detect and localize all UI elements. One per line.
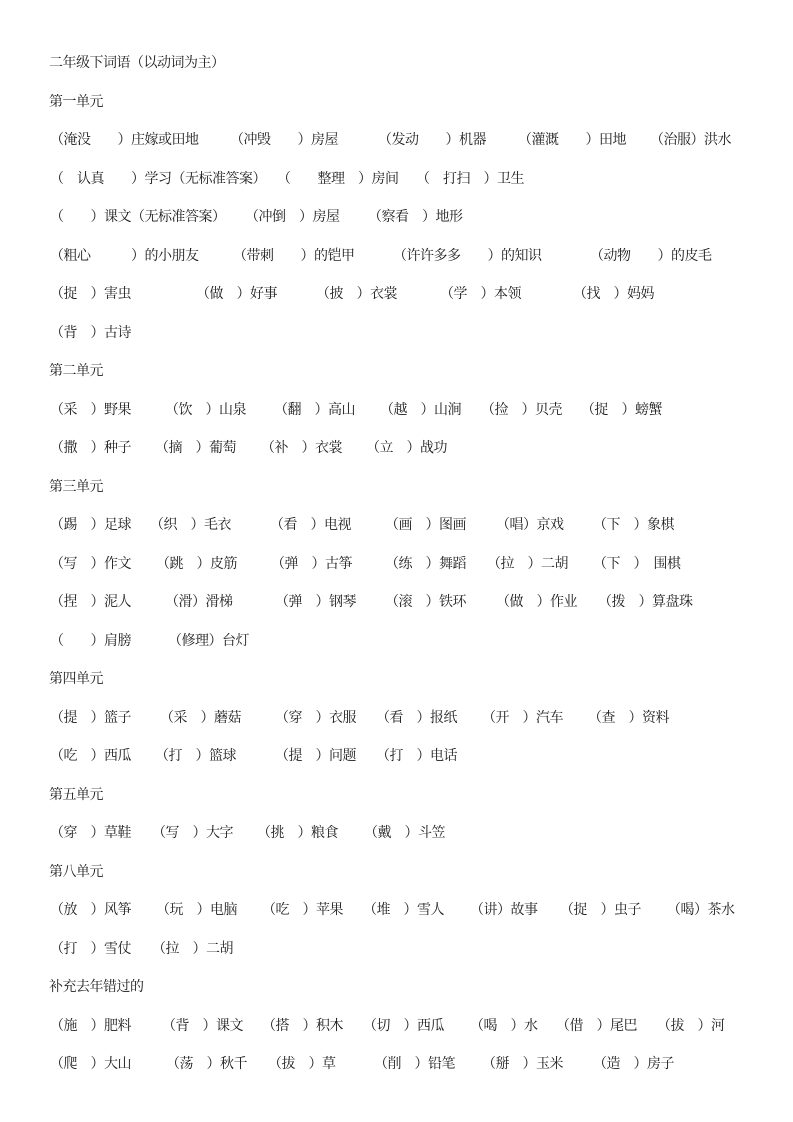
- word-item: （堆 ）雪人: [363, 902, 444, 918]
- word-item: （捡 ）贝壳: [481, 401, 562, 418]
- word-item: （弹 ）钢琴: [275, 594, 356, 610]
- word-line: [0, 553, 793, 575]
- word-item: （ 打扫 ）卫生: [416, 170, 524, 187]
- word-item: （打 ）篮球: [155, 748, 236, 764]
- word-item: （唱）京戏: [496, 517, 564, 533]
- word-item: （造 ）房子: [593, 1056, 674, 1072]
- word-item: （捉 ）螃蟹: [581, 401, 662, 418]
- word-line: [0, 899, 793, 921]
- word-item: （灌溉 ）田地: [518, 132, 626, 148]
- word-line: [0, 245, 793, 267]
- word-item: （捏 ）泥人: [50, 594, 131, 610]
- document-title: 二年级下词语（以动词为主）: [49, 55, 225, 71]
- word-item: （跳 ）皮筋: [156, 555, 237, 572]
- word-item: （采 ）蘑菇: [160, 709, 241, 726]
- section-heading: 补充去年错过的: [49, 979, 144, 995]
- word-item: （吃 ）西瓜: [50, 748, 131, 764]
- word-item: （披 ）衣裳: [316, 286, 397, 302]
- word-item: （吃 ）苹果: [262, 902, 343, 918]
- word-line: [0, 745, 793, 767]
- word-item: （越 ）山涧: [380, 401, 461, 418]
- word-item: （治服）洪水: [650, 132, 731, 148]
- word-line: [0, 437, 793, 459]
- word-item: （戴 ）斗笠: [364, 825, 445, 841]
- word-item: （打 ）电话: [376, 748, 457, 764]
- word-line: [0, 1015, 793, 1037]
- word-item: （借 ）尾巴: [556, 1017, 637, 1034]
- word-line: [0, 938, 793, 960]
- word-item: （穿 ）草鞋: [50, 825, 131, 841]
- word-line: [0, 322, 793, 344]
- word-item: （提 ）问题: [275, 748, 356, 764]
- word-item: （挑 ）粮食: [257, 825, 338, 841]
- word-item: （摘 ）葡萄: [155, 440, 236, 456]
- word-item: （弹 ）古筝: [271, 555, 352, 572]
- word-item: （提 ）篮子: [50, 709, 131, 726]
- word-item: （喝 ）水: [470, 1017, 538, 1034]
- word-item: （补 ）衣裳: [261, 440, 342, 456]
- word-line: [0, 129, 793, 151]
- word-item: （下 ） 围棋: [593, 555, 681, 572]
- word-item: （拉 ）二胡: [152, 940, 233, 957]
- word-item: （滑）滑梯: [165, 594, 233, 610]
- word-item: （做 ）好事: [196, 286, 277, 302]
- word-item: （背 ）古诗: [50, 324, 131, 341]
- word-line: [0, 168, 793, 190]
- word-item: （拔 ）草: [268, 1056, 336, 1072]
- word-item: （动物 ）的皮毛: [590, 247, 712, 264]
- word-item: （饮 ）山泉: [165, 401, 246, 418]
- word-item: （写 ）大字: [152, 825, 233, 841]
- word-item: （踢 ）足球: [50, 517, 131, 533]
- word-item: （ 整理 ）房间: [277, 170, 399, 187]
- word-item: （翻 ）高山: [274, 401, 355, 418]
- word-line: [0, 514, 793, 536]
- word-line: [0, 822, 793, 844]
- section-heading: 第四单元: [49, 671, 103, 687]
- word-item: （察看 ）地形: [368, 209, 463, 225]
- word-item: （背 ）课文: [162, 1017, 243, 1034]
- word-item: （做 ）作业: [496, 594, 577, 610]
- word-line: [0, 630, 793, 652]
- word-line: [0, 707, 793, 729]
- word-item: （拨 ）算盘珠: [598, 594, 693, 610]
- word-item: （织 ）毛衣: [150, 517, 231, 533]
- word-item: （学 ）本领: [440, 286, 521, 302]
- word-item: （搭 ）积木: [262, 1017, 343, 1034]
- word-item: （查 ）资料: [588, 709, 669, 726]
- word-item: （带刺 ）的铠甲: [233, 247, 355, 264]
- word-item: （拔 ）河: [657, 1017, 725, 1034]
- word-item: （采 ）野果: [50, 401, 131, 418]
- word-item: （切 ）西瓜: [363, 1017, 444, 1034]
- word-line: [0, 206, 793, 228]
- word-item: （找 ）妈妈: [573, 286, 654, 302]
- word-item: （削 ）铅笔: [374, 1056, 455, 1072]
- word-item: （爬 ）大山: [50, 1056, 131, 1072]
- word-item: （冲毁 ）房屋: [230, 132, 338, 148]
- section-heading: 第八单元: [49, 863, 103, 880]
- word-item: （看 ）电视: [270, 517, 351, 533]
- word-item: （练 ）舞蹈: [385, 555, 466, 572]
- word-item: （放 ）风筝: [50, 902, 131, 918]
- word-item: （开 ）汽车: [482, 709, 563, 726]
- word-item: （冲倒 ）房屋: [245, 209, 340, 225]
- word-item: （下 ）象棋: [593, 517, 674, 533]
- word-item: （撒 ）种子: [50, 440, 131, 456]
- word-item: （玩 ）电脑: [156, 902, 237, 918]
- word-item: （打 ）雪仗: [50, 940, 131, 957]
- section-heading: 第一单元: [49, 93, 103, 110]
- word-item: （立 ）战功: [366, 440, 447, 456]
- word-line: [0, 283, 793, 305]
- word-item: （ ）课文（无标准答案）: [50, 209, 226, 225]
- word-item: （滚 ）铁环: [385, 594, 466, 610]
- word-item: （荡 ）秋千: [166, 1056, 247, 1072]
- word-item: （捉 ）虫子: [560, 902, 641, 918]
- word-item: （淹没 ）庄嫁或田地: [50, 132, 199, 148]
- section-heading: 第五单元: [49, 786, 103, 803]
- word-item: （画 ）图画: [385, 517, 466, 533]
- word-item: （施 ）肥料: [50, 1017, 131, 1034]
- word-item: （拉 ）二胡: [487, 555, 568, 572]
- word-line: [0, 591, 793, 613]
- word-item: （捉 ）害虫: [50, 286, 131, 302]
- word-item: （喝）茶水: [667, 902, 735, 918]
- section-heading: 第二单元: [49, 363, 103, 379]
- word-item: （修理）台灯: [168, 632, 249, 649]
- word-item: （看 ）报纸: [376, 709, 457, 726]
- word-item: （许许多多 ）的知识: [393, 247, 542, 264]
- word-item: （掰 ）玉米: [482, 1056, 563, 1072]
- word-line: [0, 1053, 793, 1075]
- word-item: （讲）故事: [470, 902, 538, 918]
- word-item: （发动 ）机器: [378, 132, 486, 148]
- word-item: （ ）肩膀: [50, 632, 131, 649]
- word-item: （ 认真 ）学习（无标准答案）: [50, 170, 266, 187]
- word-item: （粗心 ）的小朋友: [50, 247, 199, 264]
- word-item: （写 ）作文: [50, 555, 131, 572]
- section-heading: 第三单元: [49, 478, 103, 495]
- word-item: （穿 ）衣服: [275, 709, 356, 726]
- word-line: [0, 399, 793, 421]
